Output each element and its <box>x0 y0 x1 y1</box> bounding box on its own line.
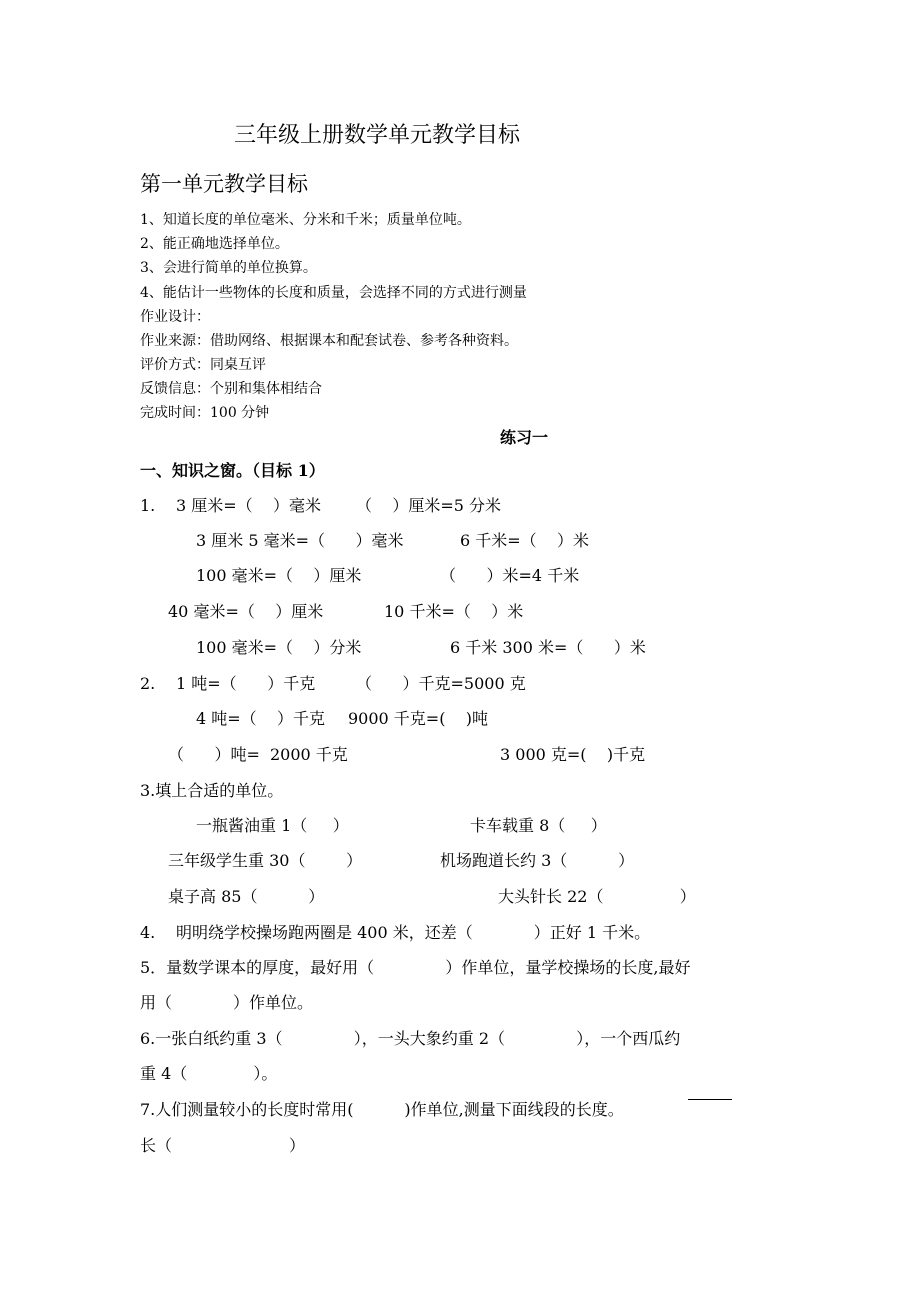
goal-item: 2、能正确地选择单位。 <box>140 236 289 252</box>
question-number: 1. <box>140 496 156 515</box>
question-text: 6.一张白纸约重 3（ ），一头大象约重 2（ ），一个西瓜约 <box>140 1029 681 1048</box>
blank-item: （ ）千克=5000 克 <box>356 674 526 693</box>
goal-item: 3、会进行简单的单位换算。 <box>140 260 317 276</box>
blank-item: 三年级学生重 30（ ） <box>168 851 363 870</box>
completion-time: 完成时间：100 分钟 <box>140 405 270 421</box>
blank-item: 100 毫米=（ ）分米 <box>196 638 362 657</box>
section-title: 一、知识之窗。（目标 1） <box>140 461 325 480</box>
blank-item: 一瓶酱油重 1（ ） <box>196 816 349 835</box>
goal-item: 4、能估计一些物体的长度和质量，会选择不同的方式进行测量 <box>140 285 527 301</box>
blank-item: 3 000 克=( )千克 <box>500 745 646 764</box>
blank-item: （ ）厘米=5 分米 <box>356 496 502 515</box>
evaluation-method: 评价方式：同桌互评 <box>140 357 266 373</box>
question-text: 长（ ） <box>140 1136 305 1155</box>
line-segment-to-measure <box>688 1099 732 1100</box>
blank-item: 3 厘米 5 毫米=（ ）毫米 <box>196 531 404 550</box>
question-text: 明明绕学校操场跑两圈是 400 米，还差（ ）正好 1 千米。 <box>176 923 651 942</box>
goal-item: 1、知道长度的单位毫米、分米和千米；质量单位吨。 <box>140 212 471 228</box>
homework-design-label: 作业设计： <box>140 309 210 325</box>
blank-item: 10 千米=（ ）米 <box>384 602 524 621</box>
question-number: 2. <box>140 674 156 693</box>
blank-item: 1 吨=（ ）千克 <box>176 674 316 693</box>
blank-item: 9000 千克=( )吨 <box>348 709 489 728</box>
blank-item: 6 千米=（ ）米 <box>460 531 590 550</box>
exercise-title: 练习一 <box>500 428 549 447</box>
blank-item: 卡车载重 8（ ） <box>470 816 607 835</box>
question-3-title: 3.填上合适的单位。 <box>140 781 284 800</box>
blank-item: 4 吨=（ ）千克 <box>196 709 326 728</box>
question-text: 7.人们测量较小的长度时常用( )作单位,测量下面线段的长度。 <box>140 1100 624 1119</box>
blank-item: （ ）米=4 千米 <box>440 566 580 585</box>
blank-item: （ ）吨= <box>168 745 260 764</box>
blank-item: 桌子高 85（ ） <box>168 887 325 906</box>
question-text: 5．量数学课本的厚度，最好用（ ）作单位，量学校操场的长度,最好 <box>140 958 691 977</box>
question-text: 重 4（ ）。 <box>140 1064 278 1083</box>
unit-heading: 第一单元教学目标 <box>140 172 308 196</box>
blank-item: 6 千米 300 米=（ ）米 <box>450 638 646 657</box>
question-text: 用（ ）作单位。 <box>140 993 314 1012</box>
blank-item: 100 毫米=（ ）厘米 <box>196 566 362 585</box>
page-title: 三年级上册数学单元教学目标 <box>234 123 521 148</box>
blank-item: 2000 千克 <box>270 745 348 764</box>
feedback-info: 反馈信息：个别和集体相结合 <box>140 381 322 397</box>
blank-item: 3 厘米=（ ）毫米 <box>176 496 322 515</box>
question-number: 4. <box>140 923 156 942</box>
blank-item: 大头针长 22（ ） <box>498 887 696 906</box>
homework-source: 作业来源：借助网络、根据课本和配套试卷、参考各种资料。 <box>140 333 518 349</box>
blank-item: 40 毫米=（ ）厘米 <box>168 602 324 621</box>
blank-item: 机场跑道长约 3（ ） <box>440 851 635 870</box>
